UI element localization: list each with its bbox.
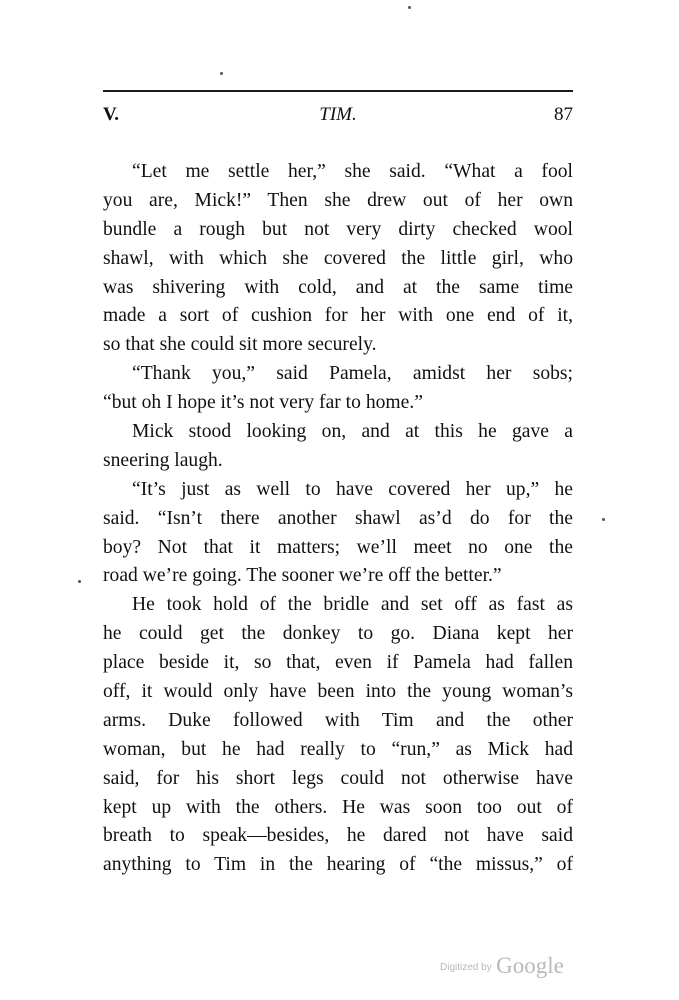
google-logo: Google — [496, 953, 564, 978]
header-rule — [103, 90, 573, 92]
text-line: said, for his short legs could not otherwise have — [103, 767, 573, 789]
text-line: boy? Not that it matters; we’ll meet no one the — [103, 536, 573, 558]
text-line: anything to Tim in the hearing of “the missus,” of — [103, 854, 573, 876]
text-line: off, it would only have been into the young woman’s — [103, 681, 573, 703]
text-line: “but oh I hope it’s not very far to home.” — [103, 392, 423, 414]
text-line: place beside it, so that, even if Pamela had fallen — [103, 652, 573, 674]
text-line: arms. Duke followed with Tim and the other — [103, 709, 573, 731]
text-line: “Thank you,” said Pamela, amidst her sobs; — [132, 363, 573, 385]
text-line: you are, Mick!” Then she drew out of her own — [103, 189, 573, 211]
running-title: TIM. — [319, 104, 357, 125]
speck-mark — [408, 6, 411, 9]
text-line: so that she could sit more securely. — [103, 334, 377, 356]
running-head — [103, 104, 573, 132]
speck-mark — [602, 518, 605, 521]
text-line: road we’re going. The sooner we’re off the better.” — [103, 565, 502, 587]
text-line: “Let me settle her,” she said. “What a fool — [132, 161, 573, 182]
text-line: said. “Isn’t there another shawl as’d do for the — [103, 507, 573, 529]
text-line: He took hold of the bridle and set off as fast as — [132, 594, 573, 616]
text-line: was shivering with cold, and at the same time — [103, 276, 573, 298]
text-line: sneering laugh. — [103, 449, 223, 471]
digitized-watermark — [440, 953, 564, 979]
text-line: shawl, with which she covered the little girl, who — [103, 247, 573, 269]
section-number: V. — [103, 104, 120, 125]
text-line: he could get the donkey to go. Diana kept her — [103, 623, 573, 645]
text-line: bundle a rough but not very dirty checked wool — [103, 218, 573, 240]
body-text — [103, 158, 573, 880]
watermark-prefix: Digitized by — [440, 962, 492, 973]
text-line: woman, but he had really to “run,” as Mick had — [103, 738, 573, 760]
text-line: breath to speak—besides, he dared not have said — [103, 825, 573, 847]
text-line: kept up with the others. He was soon too out of — [103, 796, 573, 818]
text-line: made a sort of cushion for her with one end of it, — [103, 305, 573, 327]
text-line: Mick stood looking on, and at this he gave a — [132, 421, 573, 443]
speck-mark — [220, 72, 223, 75]
page-number: 87 — [554, 104, 573, 125]
text-line: “It’s just as well to have covered her up,” he — [132, 478, 573, 500]
speck-mark — [78, 580, 81, 583]
